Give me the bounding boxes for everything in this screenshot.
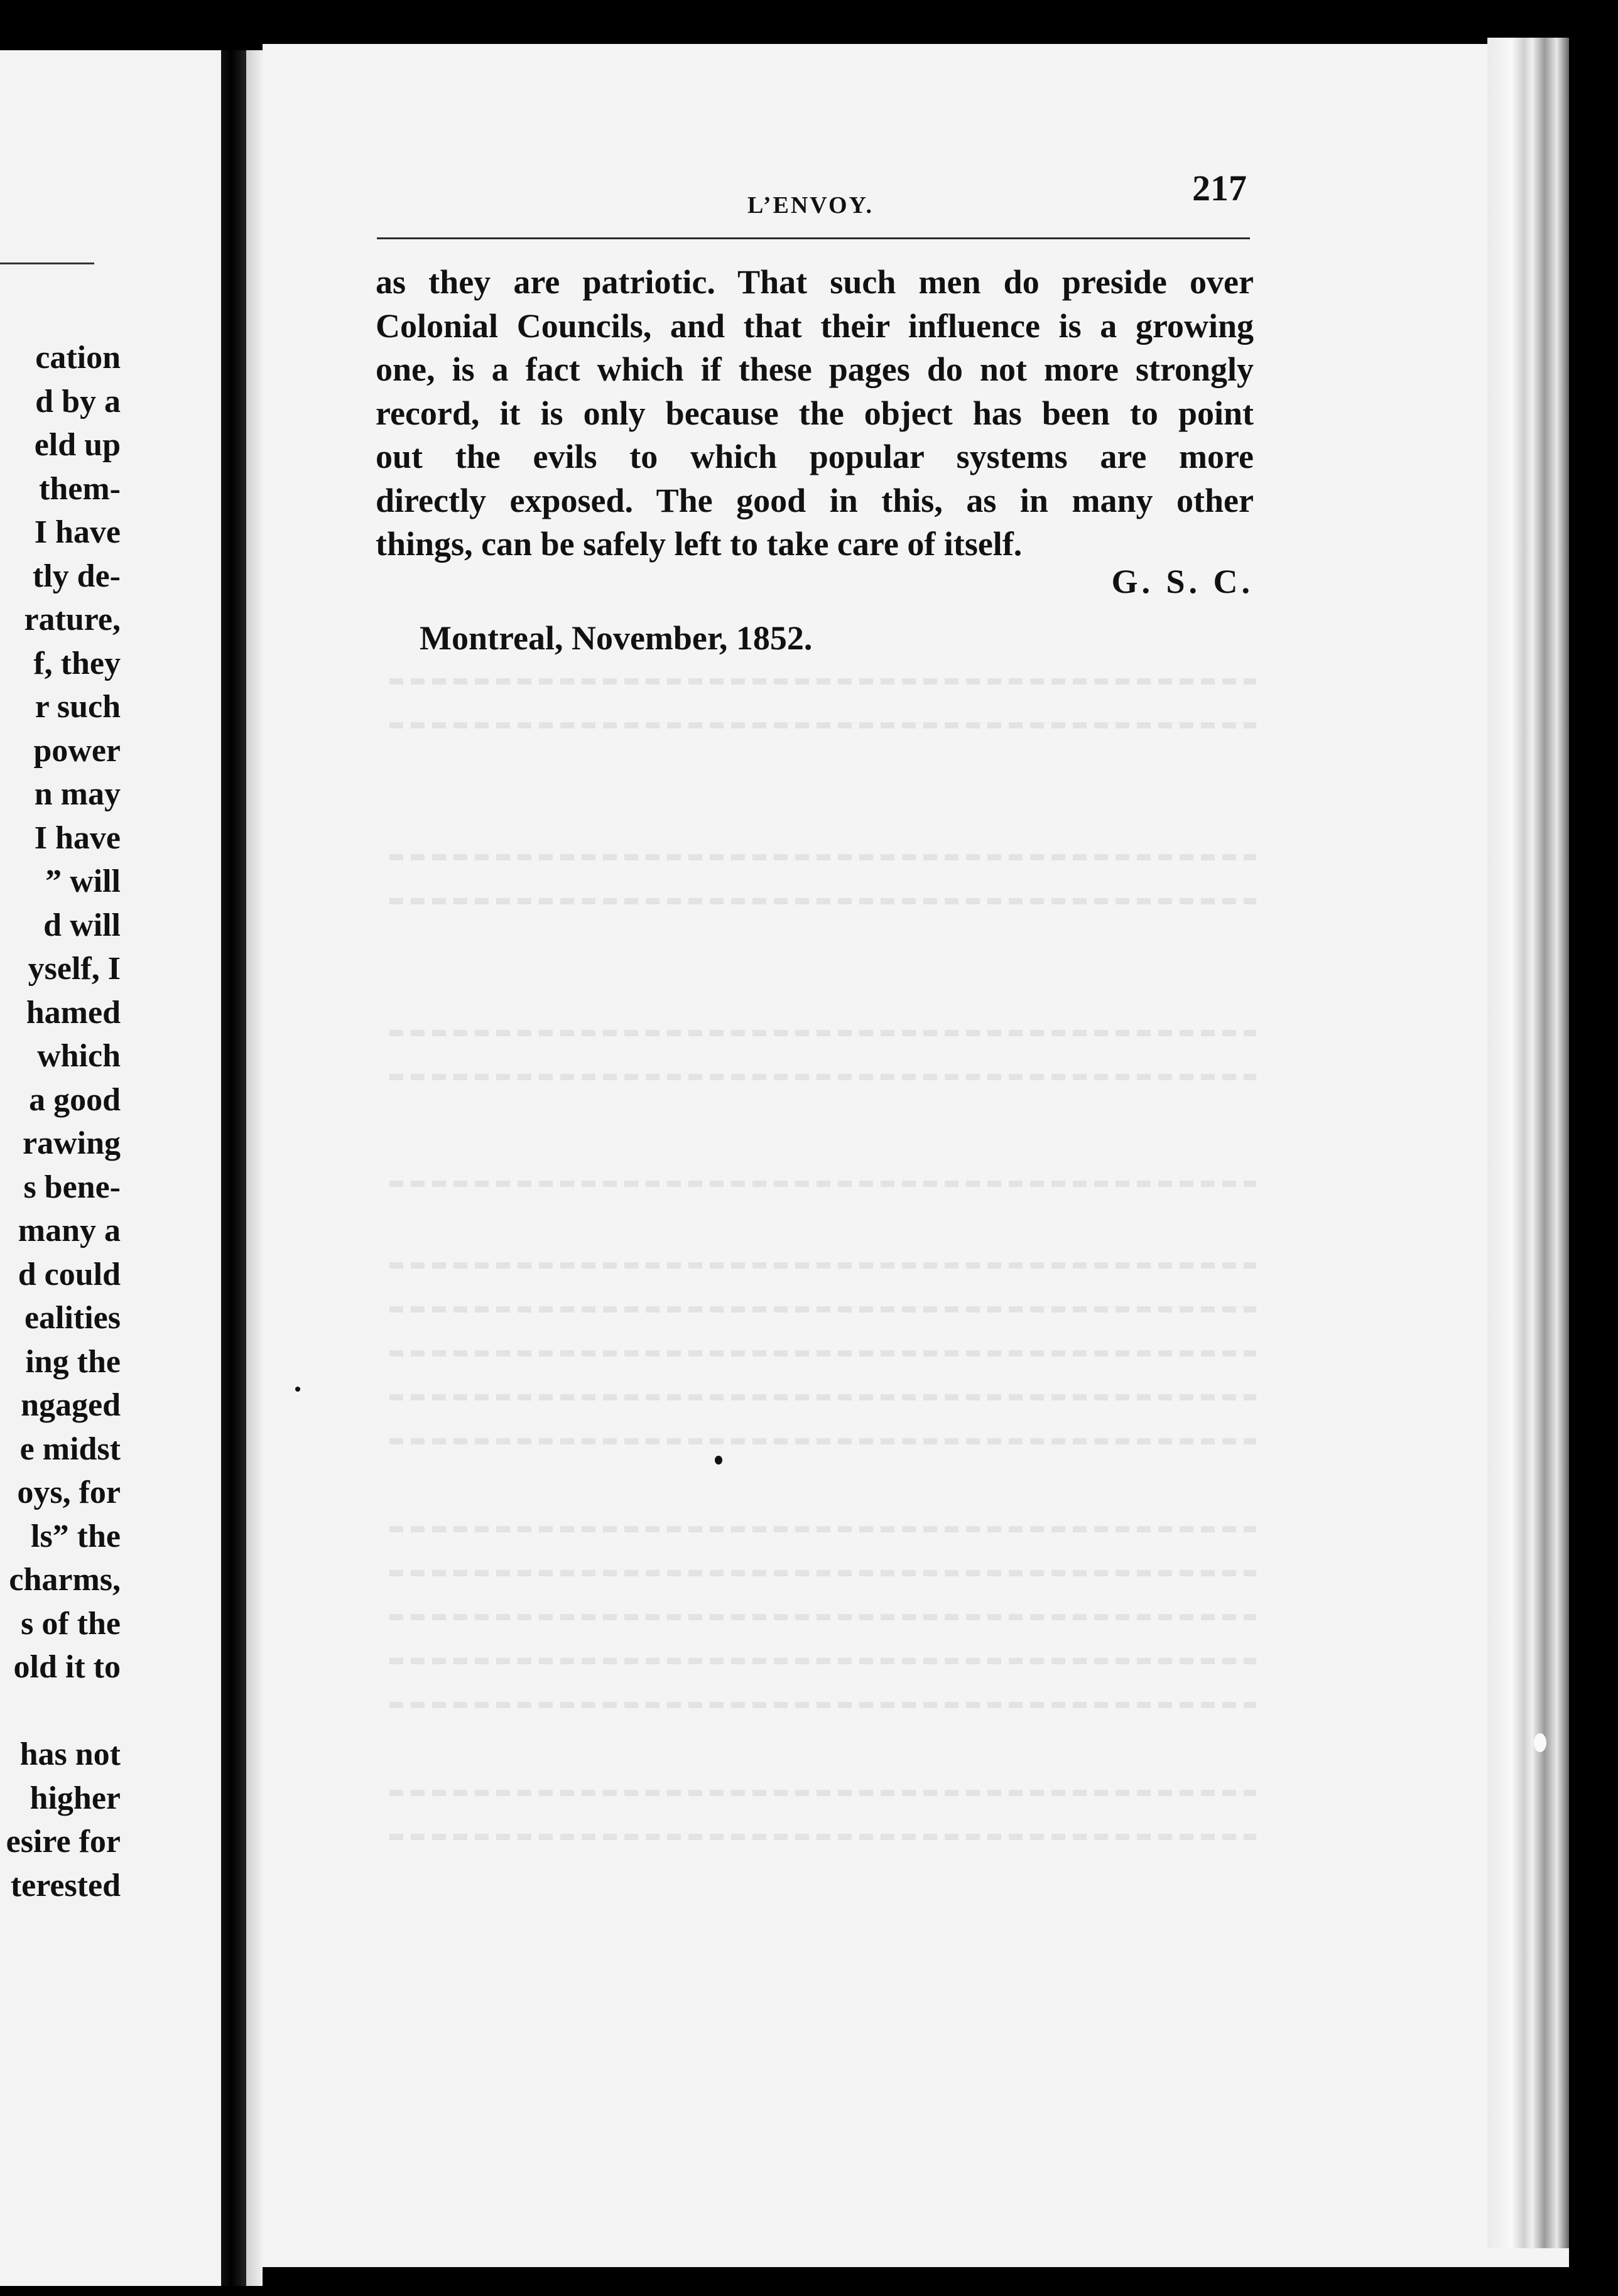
ink-speck (295, 1387, 300, 1392)
running-head: L’ENVOY. (747, 192, 874, 219)
facing-line: which (37, 1038, 121, 1074)
show-through (389, 678, 1256, 685)
gutter-shading (246, 50, 263, 2286)
paragraph-break (6, 1689, 121, 1733)
facing-line: higher (30, 1780, 121, 1816)
facing-line: a good (29, 1081, 121, 1118)
show-through (389, 854, 1256, 860)
facing-line: s of the (21, 1605, 121, 1642)
facing-line: them- (39, 470, 121, 507)
show-through (389, 898, 1256, 904)
show-through (389, 1030, 1256, 1036)
facing-page-fragment (0, 50, 221, 2286)
book-gutter (221, 50, 246, 2286)
facing-line: d could (18, 1256, 121, 1292)
show-through (389, 1074, 1256, 1080)
body-paragraph (376, 261, 1254, 566)
facing-line: hamed (26, 994, 121, 1031)
show-through (389, 1262, 1256, 1269)
show-through (389, 1658, 1256, 1664)
facing-line: esire for (6, 1824, 121, 1860)
dateline: Montreal, November, 1852. (420, 619, 813, 657)
facing-line: rawing (23, 1125, 121, 1161)
facing-line: I have (34, 514, 121, 550)
facing-line: old it to (13, 1649, 121, 1685)
show-through (389, 1438, 1256, 1444)
show-through (389, 1350, 1256, 1356)
body-line: out the evils to which popular systems are more (376, 438, 1254, 475)
facing-line: s bene- (23, 1169, 121, 1205)
facing-line: n may (34, 776, 121, 812)
paper-tear (1534, 1733, 1546, 1752)
facing-line: oys, for (17, 1475, 121, 1510)
facing-line: I have (34, 820, 121, 856)
show-through (389, 1834, 1256, 1840)
facing-line: d by a (35, 383, 121, 420)
facing-line: r such (35, 689, 121, 725)
header-rule (377, 237, 1250, 239)
body-line: directly exposed. The good in this, as in many other (376, 481, 1254, 519)
ink-speck (715, 1456, 722, 1465)
facing-line: ls” the (31, 1518, 121, 1554)
facing-page-text (6, 336, 121, 1907)
show-through (389, 722, 1256, 728)
facing-line: ” will (45, 864, 121, 899)
facing-line: f, they (33, 645, 121, 681)
facing-line: yself, I (28, 951, 121, 987)
show-through (389, 1394, 1256, 1400)
facing-line: many a (18, 1213, 121, 1248)
facing-line: terested (10, 1867, 121, 1903)
body-line: Colonial Councils, and that their influence is a growing (376, 306, 1254, 345)
facing-line: ealities (24, 1300, 121, 1336)
show-through (389, 1306, 1256, 1313)
body-line: as they are patriotic. That such men do preside over (376, 263, 1254, 301)
facing-line: has not (19, 1736, 121, 1772)
show-through (389, 1790, 1256, 1796)
facing-line: ing the (25, 1343, 121, 1380)
show-through (389, 1614, 1256, 1620)
facing-line: cation (35, 340, 121, 376)
show-through (389, 1570, 1256, 1576)
body-line: things, can be safely left to take care of itself. (376, 525, 1023, 563)
facing-line: rature, (24, 602, 121, 637)
facing-line: ngaged (21, 1387, 121, 1423)
page-edge-stack (1487, 38, 1569, 2248)
facing-line: charms, (9, 1562, 121, 1598)
author-initials: G. S. C. (1111, 563, 1254, 600)
page-number: 217 (1192, 168, 1247, 208)
show-through (389, 1526, 1256, 1532)
body-line: one, is a fact which if these pages do not more strongly (376, 350, 1254, 388)
facing-line: eld up (34, 427, 121, 463)
facing-line: d will (43, 907, 121, 943)
body-line: record, it is only because the object has been to point (376, 394, 1254, 432)
show-through (389, 1702, 1256, 1708)
facing-line: power (33, 732, 121, 769)
facing-line: tly de- (32, 558, 121, 594)
facing-page-rule (0, 263, 94, 264)
facing-line: e midst (19, 1431, 121, 1467)
show-through (389, 1181, 1256, 1187)
